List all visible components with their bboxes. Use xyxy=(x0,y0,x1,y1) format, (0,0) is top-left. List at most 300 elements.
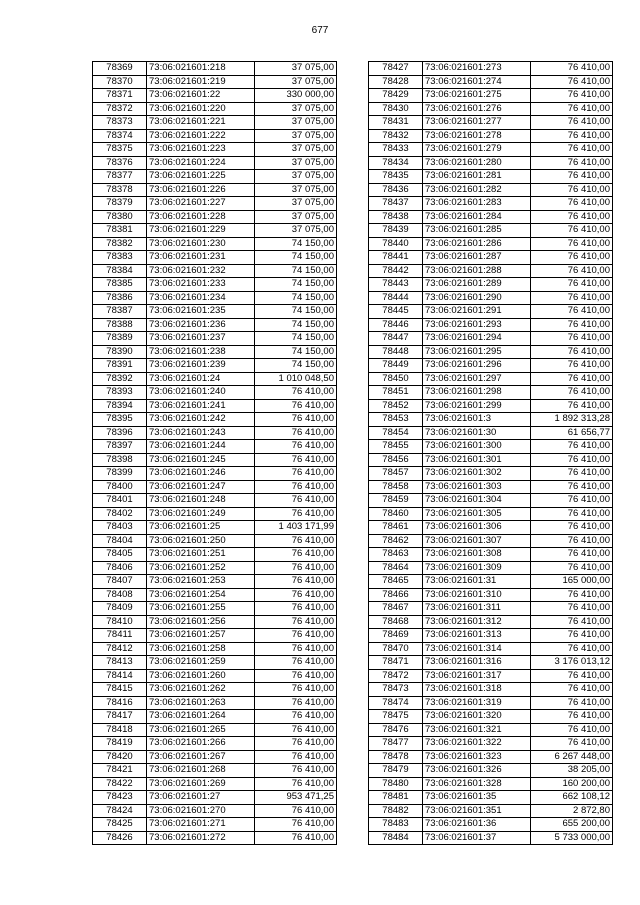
row-number: 78387 xyxy=(93,305,147,319)
row-number: 78426 xyxy=(93,831,147,845)
cadastral-number: 73:06:021601:271 xyxy=(147,818,255,832)
table-row xyxy=(93,507,337,521)
cadastral-value: 76 410,00 xyxy=(255,777,337,791)
table-row xyxy=(93,197,337,211)
cadastral-number: 73:06:021601:280 xyxy=(423,156,531,170)
cadastral-number: 73:06:021601:224 xyxy=(147,156,255,170)
cadastral-value: 74 150,00 xyxy=(255,332,337,346)
cadastral-number: 73:06:021601:236 xyxy=(147,318,255,332)
row-number: 78381 xyxy=(93,224,147,238)
table-row xyxy=(369,548,613,562)
cadastral-number: 73:06:021601:238 xyxy=(147,345,255,359)
cadastral-value: 37 075,00 xyxy=(255,62,337,76)
cadastral-number: 73:06:021601:235 xyxy=(147,305,255,319)
table-row xyxy=(369,440,613,454)
table-row xyxy=(369,116,613,130)
cadastral-number: 73:06:021601:254 xyxy=(147,588,255,602)
row-number: 78394 xyxy=(93,399,147,413)
table-row xyxy=(369,183,613,197)
cadastral-number: 73:06:021601:328 xyxy=(423,777,531,791)
cadastral-value: 76 410,00 xyxy=(531,89,613,103)
cadastral-number: 73:06:021601:278 xyxy=(423,129,531,143)
table-row xyxy=(93,777,337,791)
row-number: 78429 xyxy=(369,89,423,103)
cadastral-value: 76 410,00 xyxy=(255,737,337,751)
cadastral-value: 76 410,00 xyxy=(531,75,613,89)
table-row xyxy=(369,831,613,845)
table-row xyxy=(369,507,613,521)
row-number: 78424 xyxy=(93,804,147,818)
cadastral-number: 73:06:021601:293 xyxy=(423,318,531,332)
cadastral-value: 76 410,00 xyxy=(531,480,613,494)
row-number: 78451 xyxy=(369,386,423,400)
table-row xyxy=(369,224,613,238)
table-row xyxy=(369,804,613,818)
cadastral-number: 73:06:021601:252 xyxy=(147,561,255,575)
row-number: 78482 xyxy=(369,804,423,818)
cadastral-number: 73:06:021601:320 xyxy=(423,710,531,724)
table-row xyxy=(93,615,337,629)
row-number: 78386 xyxy=(93,291,147,305)
cadastral-number: 73:06:021601:300 xyxy=(423,440,531,454)
row-number: 78425 xyxy=(93,818,147,832)
cadastral-number: 73:06:021601:263 xyxy=(147,696,255,710)
row-number: 78408 xyxy=(93,588,147,602)
cadastral-value: 37 075,00 xyxy=(255,197,337,211)
cadastral-value: 76 410,00 xyxy=(531,710,613,724)
table-row xyxy=(369,399,613,413)
cadastral-value: 76 410,00 xyxy=(255,710,337,724)
row-number: 78371 xyxy=(93,89,147,103)
row-number: 78450 xyxy=(369,372,423,386)
cadastral-number: 73:06:021601:24 xyxy=(147,372,255,386)
row-number: 78380 xyxy=(93,210,147,224)
cadastral-value: 76 410,00 xyxy=(255,696,337,710)
cadastral-number: 73:06:021601:244 xyxy=(147,440,255,454)
row-number: 78445 xyxy=(369,305,423,319)
row-number: 78447 xyxy=(369,332,423,346)
cadastral-value: 76 410,00 xyxy=(531,399,613,413)
cadastral-value: 76 410,00 xyxy=(531,534,613,548)
cadastral-value: 76 410,00 xyxy=(531,521,613,535)
cadastral-value: 76 410,00 xyxy=(255,750,337,764)
cadastral-number: 73:06:021601:303 xyxy=(423,480,531,494)
cadastral-value: 37 075,00 xyxy=(255,75,337,89)
row-number: 78407 xyxy=(93,575,147,589)
cadastral-value: 76 410,00 xyxy=(531,683,613,697)
cadastral-value: 953 471,25 xyxy=(255,791,337,805)
table-row xyxy=(369,575,613,589)
cadastral-value: 76 410,00 xyxy=(531,696,613,710)
table-row xyxy=(369,602,613,616)
row-number: 78456 xyxy=(369,453,423,467)
row-number: 78472 xyxy=(369,669,423,683)
table-row xyxy=(93,413,337,427)
cadastral-number: 73:06:021601:286 xyxy=(423,237,531,251)
cadastral-number: 73:06:021601:262 xyxy=(147,683,255,697)
row-number: 78479 xyxy=(369,764,423,778)
table-row xyxy=(369,264,613,278)
cadastral-number: 73:06:021601:37 xyxy=(423,831,531,845)
row-number: 78369 xyxy=(93,62,147,76)
row-number: 78415 xyxy=(93,683,147,697)
table-row xyxy=(93,575,337,589)
table-row xyxy=(369,777,613,791)
row-number: 78464 xyxy=(369,561,423,575)
row-number: 78396 xyxy=(93,426,147,440)
cadastral-number: 73:06:021601:304 xyxy=(423,494,531,508)
row-number: 78427 xyxy=(369,62,423,76)
row-number: 78399 xyxy=(93,467,147,481)
cadastral-value: 76 410,00 xyxy=(531,237,613,251)
cadastral-value: 76 410,00 xyxy=(531,62,613,76)
row-number: 78478 xyxy=(369,750,423,764)
cadastral-value: 76 410,00 xyxy=(255,480,337,494)
cadastral-number: 73:06:021601:231 xyxy=(147,251,255,265)
table-row xyxy=(369,102,613,116)
row-number: 78481 xyxy=(369,791,423,805)
cadastral-number: 73:06:021601:268 xyxy=(147,764,255,778)
cadastral-number: 73:06:021601:257 xyxy=(147,629,255,643)
cadastral-value: 74 150,00 xyxy=(255,237,337,251)
cadastral-value: 76 410,00 xyxy=(255,615,337,629)
cadastral-number: 73:06:021601:314 xyxy=(423,642,531,656)
cadastral-value: 76 410,00 xyxy=(531,251,613,265)
row-number: 78441 xyxy=(369,251,423,265)
cadastral-number: 73:06:021601:223 xyxy=(147,143,255,157)
table-row xyxy=(93,251,337,265)
cadastral-number: 73:06:021601:266 xyxy=(147,737,255,751)
table-row xyxy=(369,237,613,251)
cadastral-number: 73:06:021601:250 xyxy=(147,534,255,548)
row-number: 78436 xyxy=(369,183,423,197)
row-number: 78474 xyxy=(369,696,423,710)
cadastral-value: 76 410,00 xyxy=(255,723,337,737)
cadastral-value: 76 410,00 xyxy=(255,602,337,616)
table-row xyxy=(93,453,337,467)
cadastral-number: 73:06:021601:234 xyxy=(147,291,255,305)
cadastral-number: 73:06:021601:27 xyxy=(147,791,255,805)
table-row xyxy=(369,791,613,805)
table-row xyxy=(369,413,613,427)
table-row xyxy=(93,696,337,710)
row-number: 78414 xyxy=(93,669,147,683)
cadastral-number: 73:06:021601:287 xyxy=(423,251,531,265)
cadastral-value: 76 410,00 xyxy=(255,669,337,683)
cadastral-number: 73:06:021601:22 xyxy=(147,89,255,103)
cadastral-value: 76 410,00 xyxy=(531,737,613,751)
table-row xyxy=(369,494,613,508)
row-number: 78431 xyxy=(369,116,423,130)
row-number: 78449 xyxy=(369,359,423,373)
row-number: 78402 xyxy=(93,507,147,521)
table-row xyxy=(369,129,613,143)
cadastral-value: 76 410,00 xyxy=(531,345,613,359)
row-number: 78476 xyxy=(369,723,423,737)
register-table-right xyxy=(368,61,613,845)
table-row xyxy=(369,453,613,467)
row-number: 78469 xyxy=(369,629,423,643)
row-number: 78448 xyxy=(369,345,423,359)
cadastral-number: 73:06:021601:221 xyxy=(147,116,255,130)
table-row xyxy=(93,359,337,373)
table-row xyxy=(93,318,337,332)
cadastral-value: 76 410,00 xyxy=(531,197,613,211)
row-number: 78453 xyxy=(369,413,423,427)
table-row xyxy=(93,237,337,251)
table-row xyxy=(369,615,613,629)
cadastral-value: 76 410,00 xyxy=(255,764,337,778)
cadastral-value: 76 410,00 xyxy=(531,561,613,575)
cadastral-value: 76 410,00 xyxy=(531,170,613,184)
table-row xyxy=(369,291,613,305)
cadastral-number: 73:06:021601:31 xyxy=(423,575,531,589)
cadastral-number: 73:06:021601:308 xyxy=(423,548,531,562)
table-row xyxy=(369,642,613,656)
cadastral-value: 76 410,00 xyxy=(255,831,337,845)
row-number: 78428 xyxy=(369,75,423,89)
cadastral-value: 37 075,00 xyxy=(255,183,337,197)
row-number: 78385 xyxy=(93,278,147,292)
table-row xyxy=(93,818,337,832)
table-row xyxy=(93,683,337,697)
table-row xyxy=(93,143,337,157)
row-number: 78410 xyxy=(93,615,147,629)
table-row xyxy=(93,804,337,818)
row-number: 78484 xyxy=(369,831,423,845)
cadastral-value: 74 150,00 xyxy=(255,359,337,373)
table-row xyxy=(93,264,337,278)
cadastral-number: 73:06:021601:260 xyxy=(147,669,255,683)
table-row xyxy=(369,251,613,265)
cadastral-number: 73:06:021601:312 xyxy=(423,615,531,629)
cadastral-number: 73:06:021601:289 xyxy=(423,278,531,292)
row-number: 78462 xyxy=(369,534,423,548)
cadastral-number: 73:06:021601:302 xyxy=(423,467,531,481)
table-row xyxy=(93,642,337,656)
table-row xyxy=(369,480,613,494)
table-row xyxy=(93,534,337,548)
cadastral-value: 37 075,00 xyxy=(255,129,337,143)
row-number: 78389 xyxy=(93,332,147,346)
table-row xyxy=(369,669,613,683)
cadastral-value: 76 410,00 xyxy=(255,507,337,521)
cadastral-value: 76 410,00 xyxy=(255,642,337,656)
cadastral-number: 73:06:021601:282 xyxy=(423,183,531,197)
cadastral-value: 76 410,00 xyxy=(531,440,613,454)
cadastral-value: 76 410,00 xyxy=(255,467,337,481)
cadastral-value: 76 410,00 xyxy=(531,386,613,400)
cadastral-number: 73:06:021601:220 xyxy=(147,102,255,116)
cadastral-value: 76 410,00 xyxy=(531,615,613,629)
cadastral-value: 76 410,00 xyxy=(531,467,613,481)
cadastral-number: 73:06:021601:307 xyxy=(423,534,531,548)
cadastral-number: 73:06:021601:301 xyxy=(423,453,531,467)
row-number: 78465 xyxy=(369,575,423,589)
table-row xyxy=(369,89,613,103)
row-number: 78390 xyxy=(93,345,147,359)
cadastral-number: 73:06:021601:242 xyxy=(147,413,255,427)
cadastral-number: 73:06:021601:259 xyxy=(147,656,255,670)
cadastral-number: 73:06:021601:230 xyxy=(147,237,255,251)
row-number: 78398 xyxy=(93,453,147,467)
table-row xyxy=(93,480,337,494)
row-number: 78473 xyxy=(369,683,423,697)
cadastral-value: 37 075,00 xyxy=(255,156,337,170)
table-row xyxy=(369,737,613,751)
table-row xyxy=(93,588,337,602)
row-number: 78433 xyxy=(369,143,423,157)
table-row xyxy=(369,278,613,292)
cadastral-number: 73:06:021601:232 xyxy=(147,264,255,278)
cadastral-value: 3 176 013,12 xyxy=(531,656,613,670)
table-row xyxy=(93,723,337,737)
table-row xyxy=(93,737,337,751)
table-row xyxy=(93,426,337,440)
cadastral-number: 73:06:021601:305 xyxy=(423,507,531,521)
row-number: 78373 xyxy=(93,116,147,130)
cadastral-value: 76 410,00 xyxy=(531,291,613,305)
row-number: 78411 xyxy=(93,629,147,643)
cadastral-number: 73:06:021601:229 xyxy=(147,224,255,238)
cadastral-value: 37 075,00 xyxy=(255,143,337,157)
table-row xyxy=(93,764,337,778)
cadastral-number: 73:06:021601:326 xyxy=(423,764,531,778)
table-row xyxy=(369,629,613,643)
cadastral-number: 73:06:021601:265 xyxy=(147,723,255,737)
cadastral-number: 73:06:021601:316 xyxy=(423,656,531,670)
cadastral-value: 76 410,00 xyxy=(531,629,613,643)
cadastral-value: 37 075,00 xyxy=(255,170,337,184)
cadastral-value: 76 410,00 xyxy=(255,588,337,602)
cadastral-number: 73:06:021601:277 xyxy=(423,116,531,130)
cadastral-number: 73:06:021601:323 xyxy=(423,750,531,764)
row-number: 78446 xyxy=(369,318,423,332)
cadastral-number: 73:06:021601:295 xyxy=(423,345,531,359)
row-number: 78454 xyxy=(369,426,423,440)
row-number: 78432 xyxy=(369,129,423,143)
cadastral-number: 73:06:021601:318 xyxy=(423,683,531,697)
table-row xyxy=(93,89,337,103)
cadastral-value: 165 000,00 xyxy=(531,575,613,589)
row-number: 78379 xyxy=(93,197,147,211)
cadastral-value: 74 150,00 xyxy=(255,251,337,265)
cadastral-number: 73:06:021601:284 xyxy=(423,210,531,224)
row-number: 78384 xyxy=(93,264,147,278)
cadastral-number: 73:06:021601:321 xyxy=(423,723,531,737)
cadastral-value: 76 410,00 xyxy=(255,683,337,697)
row-number: 78461 xyxy=(369,521,423,535)
table-row xyxy=(369,521,613,535)
cadastral-value: 74 150,00 xyxy=(255,264,337,278)
cadastral-value: 330 000,00 xyxy=(255,89,337,103)
cadastral-value: 76 410,00 xyxy=(255,426,337,440)
cadastral-value: 74 150,00 xyxy=(255,278,337,292)
row-number: 78382 xyxy=(93,237,147,251)
table-row xyxy=(369,62,613,76)
row-number: 78376 xyxy=(93,156,147,170)
cadastral-number: 73:06:021601:30 xyxy=(423,426,531,440)
table-row xyxy=(93,399,337,413)
cadastral-number: 73:06:021601:227 xyxy=(147,197,255,211)
row-number: 78471 xyxy=(369,656,423,670)
row-number: 78477 xyxy=(369,737,423,751)
row-number: 78417 xyxy=(93,710,147,724)
table-row xyxy=(93,62,337,76)
row-number: 78403 xyxy=(93,521,147,535)
cadastral-number: 73:06:021601:256 xyxy=(147,615,255,629)
cadastral-value: 76 410,00 xyxy=(531,156,613,170)
table-row xyxy=(369,588,613,602)
table-row xyxy=(369,818,613,832)
cadastral-value: 76 410,00 xyxy=(255,818,337,832)
table-row xyxy=(369,143,613,157)
cadastral-value: 5 733 000,00 xyxy=(531,831,613,845)
cadastral-value: 76 410,00 xyxy=(531,305,613,319)
cadastral-value: 76 410,00 xyxy=(531,278,613,292)
row-number: 78421 xyxy=(93,764,147,778)
cadastral-number: 73:06:021601:309 xyxy=(423,561,531,575)
row-number: 78442 xyxy=(369,264,423,278)
cadastral-number: 73:06:021601:36 xyxy=(423,818,531,832)
cadastral-number: 73:06:021601:296 xyxy=(423,359,531,373)
table-row xyxy=(93,710,337,724)
row-number: 78434 xyxy=(369,156,423,170)
cadastral-value: 76 410,00 xyxy=(531,102,613,116)
cadastral-number: 73:06:021601:299 xyxy=(423,399,531,413)
row-number: 78388 xyxy=(93,318,147,332)
row-number: 78404 xyxy=(93,534,147,548)
row-number: 78452 xyxy=(369,399,423,413)
cadastral-number: 73:06:021601:248 xyxy=(147,494,255,508)
cadastral-value: 76 410,00 xyxy=(531,210,613,224)
row-number: 78437 xyxy=(369,197,423,211)
cadastral-number: 73:06:021601:294 xyxy=(423,332,531,346)
cadastral-number: 73:06:021601:245 xyxy=(147,453,255,467)
row-number: 78383 xyxy=(93,251,147,265)
cadastral-value: 76 410,00 xyxy=(531,642,613,656)
row-number: 78423 xyxy=(93,791,147,805)
table-row xyxy=(93,656,337,670)
row-number: 78375 xyxy=(93,143,147,157)
table-row xyxy=(93,372,337,386)
row-number: 78392 xyxy=(93,372,147,386)
cadastral-number: 73:06:021601:276 xyxy=(423,102,531,116)
cadastral-number: 73:06:021601:239 xyxy=(147,359,255,373)
cadastral-value: 76 410,00 xyxy=(531,669,613,683)
table-row xyxy=(93,116,337,130)
cadastral-value: 76 410,00 xyxy=(255,440,337,454)
table-row xyxy=(93,750,337,764)
row-number: 78460 xyxy=(369,507,423,521)
cadastral-number: 73:06:021601:298 xyxy=(423,386,531,400)
cadastral-number: 73:06:021601:228 xyxy=(147,210,255,224)
table-row xyxy=(93,386,337,400)
cadastral-number: 73:06:021601:281 xyxy=(423,170,531,184)
table-row xyxy=(93,210,337,224)
row-number: 78440 xyxy=(369,237,423,251)
cadastral-number: 73:06:021601:290 xyxy=(423,291,531,305)
cadastral-value: 76 410,00 xyxy=(255,399,337,413)
table-row xyxy=(369,656,613,670)
table-row xyxy=(369,750,613,764)
cadastral-number: 73:06:021601:225 xyxy=(147,170,255,184)
table-row xyxy=(369,156,613,170)
cadastral-number: 73:06:021601:313 xyxy=(423,629,531,643)
table-row xyxy=(369,372,613,386)
cadastral-value: 76 410,00 xyxy=(531,129,613,143)
row-number: 78378 xyxy=(93,183,147,197)
